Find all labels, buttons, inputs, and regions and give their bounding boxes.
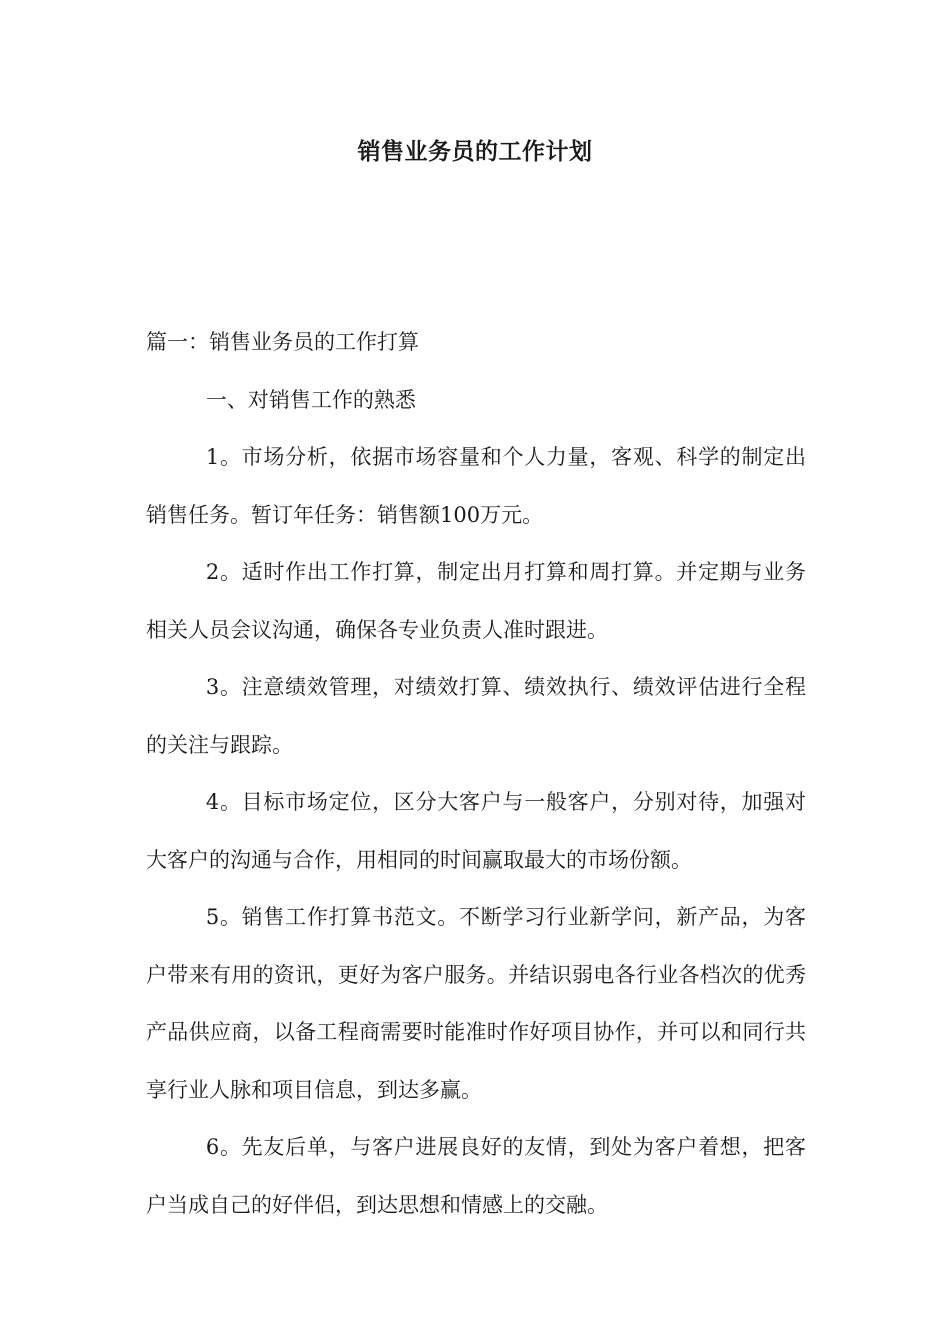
subheading: 一、对销售工作的熟悉 xyxy=(205,387,416,412)
paragraph-item-3: 3。注意绩效管理，对绩效打算、绩效执行、绩效评估进行全程的关注与跟踪。 xyxy=(146,675,806,757)
paragraph-item-4: 4。目标市场定位，区分大客户与一般客户，分别对待，加强对大客户的沟通与合作，用相同的时间赢取最大的市场份额。 xyxy=(146,790,806,872)
paragraph-item-6: 6。先友后单，与客户进展良好的友情，到处为客户着想，把客户当成自己的好伴侣，到达思想和情感上的交融。 xyxy=(146,1135,806,1217)
paragraph-item-2: 2。适时作出工作打算，制定出月打算和周打算。并定期与业务相关人员会议沟通，确保各专业负责人准时跟进。 xyxy=(146,560,806,642)
paragraph-item-5: 5。销售工作打算书范文。不断学习行业新学问，新产品，为客户带来有用的资讯，更好为客户服务。并结识弱电各行业各档次的优秀产品供应商，以备工程商需要时能准时作好项目协作，并可以和同行共享行业人脉和项目信息，到达多赢。 xyxy=(146,905,806,1102)
section-heading: 篇一：销售业务员的工作打算 xyxy=(146,330,419,354)
document-body xyxy=(146,314,806,1234)
document-title: 销售业务员的工作计划 xyxy=(357,139,593,165)
paragraph-item-1: 1。市场分析，依据市场容量和个人力量，客观、科学的制定出销售任务。暂订年任务：销售额100万元。 xyxy=(146,445,806,527)
